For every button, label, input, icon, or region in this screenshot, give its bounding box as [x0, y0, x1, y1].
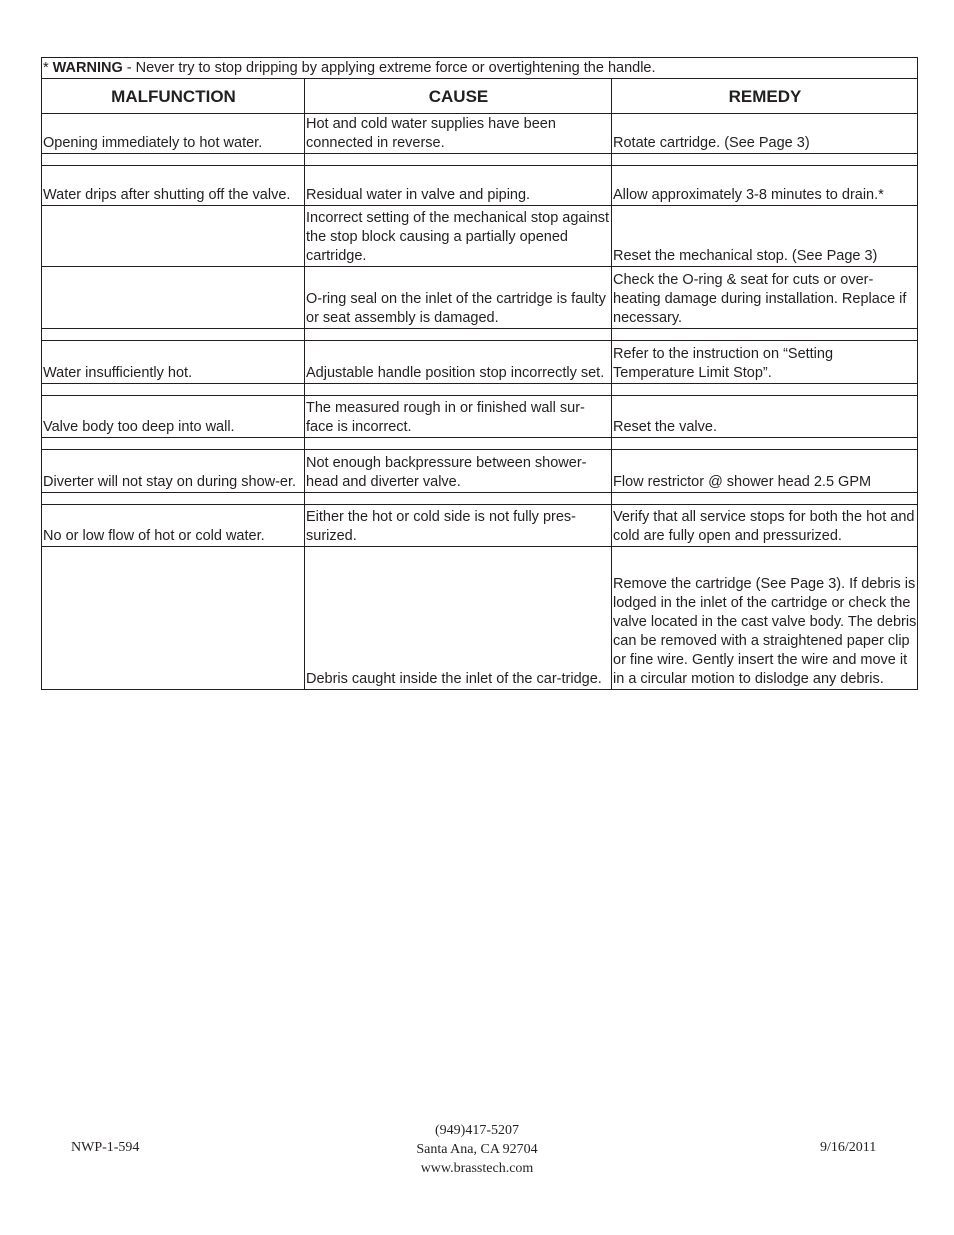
malfunction-cell — [42, 206, 305, 267]
troubleshooting-table — [41, 57, 918, 690]
table-row — [42, 505, 918, 547]
malfunction-cell: Water drips after shutting off the valve. — [42, 166, 305, 206]
document-date: 9/16/2011 — [820, 1140, 877, 1155]
website: www.brasstech.com — [420, 1161, 534, 1176]
cause-cell: Residual water in valve and piping. — [305, 166, 612, 206]
phone-number: (949)417-5207 — [435, 1123, 519, 1138]
spacer-row — [42, 493, 918, 505]
cause-cell: Hot and cold water supplies have been connected in reverse. — [305, 114, 612, 154]
malfunction-cell: Valve body too deep into wall. — [42, 396, 305, 438]
remedy-cell: Rotate cartridge. (See Page 3) — [612, 114, 918, 154]
address: Santa Ana, CA 92704 — [416, 1142, 538, 1157]
malfunction-cell: No or low flow of hot or cold water. — [42, 505, 305, 547]
remedy-cell: Check the O-ring & seat for cuts or over-heating damage during installation. Replace if necessary. — [612, 267, 918, 329]
spacer-row — [42, 384, 918, 396]
table-row — [42, 450, 918, 493]
table-row — [42, 396, 918, 438]
remedy-cell: Verify that all service stops for both the hot and cold are fully open and pressurized. — [612, 505, 918, 547]
spacer-row — [42, 154, 918, 166]
remedy-cell: Flow restrictor @ shower head 2.5 GPM — [612, 450, 918, 493]
remedy-cell: Refer to the instruction on “Setting Temperature Limit Stop”. — [612, 341, 918, 384]
remedy-cell: Reset the valve. — [612, 396, 918, 438]
malfunction-cell: Diverter will not stay on during show-er. — [42, 450, 305, 493]
malfunction-cell — [42, 267, 305, 329]
warning-label: WARNING — [52, 60, 123, 76]
malfunction-cell: Opening immediately to hot water. — [42, 114, 305, 154]
remedy-cell: Reset the mechanical stop. (See Page 3) — [612, 206, 918, 267]
cause-cell: Not enough backpressure between shower-head and diverter valve. — [305, 450, 612, 493]
contact-block — [377, 1121, 577, 1178]
cause-cell: Either the hot or cold side is not fully pres-surized. — [305, 505, 612, 547]
cause-cell: The measured rough in or finished wall sur-face is incorrect. — [305, 396, 612, 438]
spacer-row — [42, 438, 918, 450]
header-remedy: REMEDY — [612, 79, 918, 114]
spacer-row — [42, 329, 918, 341]
warning-row — [42, 58, 918, 79]
malfunction-cell: Water insufficiently hot. — [42, 341, 305, 384]
warning-text: - Never try to stop dripping by applying extreme force or overtightening the handle. — [122, 60, 656, 76]
cause-cell: Debris caught inside the inlet of the car-tridge. — [305, 547, 612, 690]
header-cause: CAUSE — [305, 79, 612, 114]
table-row — [42, 267, 918, 329]
table-row — [42, 114, 918, 154]
table-row — [42, 206, 918, 267]
header-row — [42, 79, 918, 114]
document-number: NWP-1-594 — [71, 1140, 140, 1155]
warning-note — [42, 58, 918, 79]
cause-cell: O-ring seal on the inlet of the cartridge is faulty or seat assembly is damaged. — [305, 267, 612, 329]
cause-cell: Incorrect setting of the mechanical stop against the stop block causing a partially opened cartridge. — [305, 206, 612, 267]
warning-asterisk: * — [43, 60, 53, 76]
malfunction-cell — [42, 547, 305, 690]
table-row — [42, 166, 918, 206]
remedy-cell: Remove the cartridge (See Page 3). If debris is lodged in the inlet of the cartridge or check the valve located in the cast valve body. The debris can be removed with a straightened paper clip or fine wire. Gently insert the wire and move it in a circular motion to dislodge any debris. — [612, 547, 918, 690]
table-row — [42, 547, 918, 690]
table-row — [42, 341, 918, 384]
header-malfunction: MALFUNCTION — [42, 79, 305, 114]
cause-cell: Adjustable handle position stop incorrectly set. — [305, 341, 612, 384]
remedy-cell: Allow approximately 3-8 minutes to drain.* — [612, 166, 918, 206]
